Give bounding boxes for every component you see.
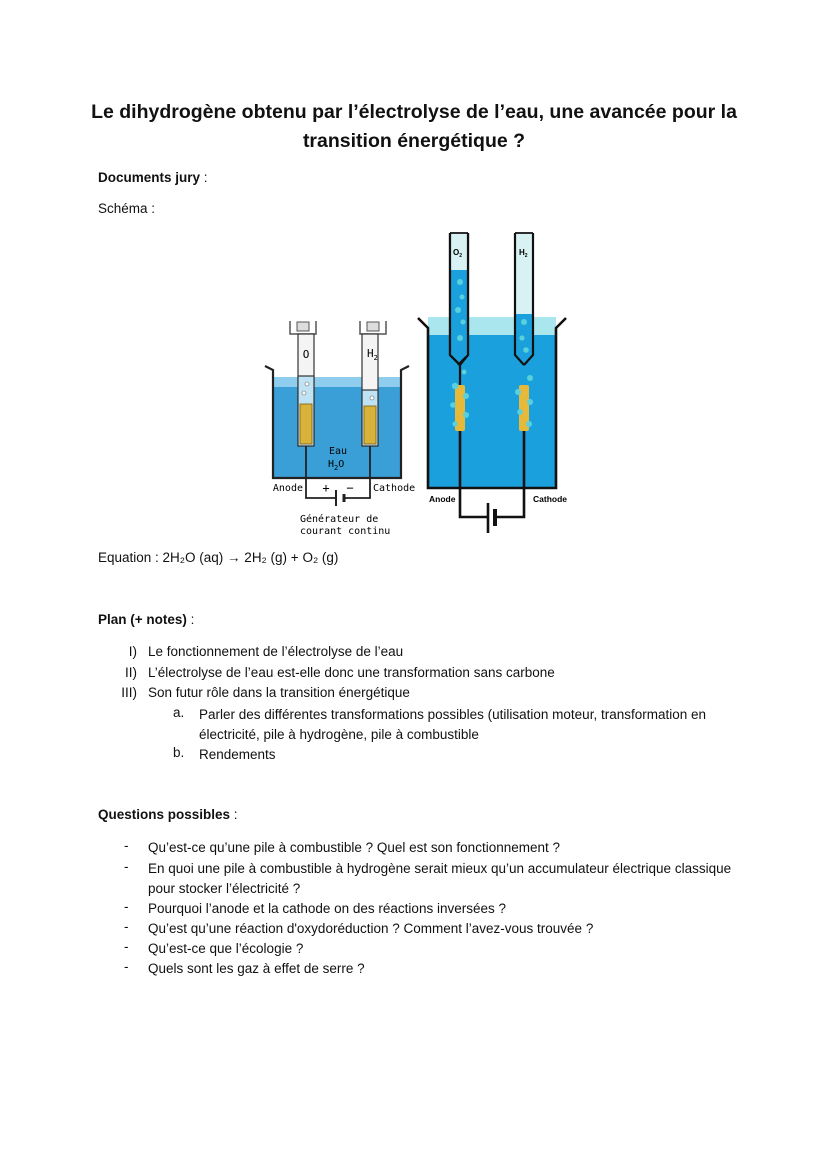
page-title: Le dihydrogène obtenu par l’électrolyse de l’eau, une avancée pour la transition énergétique ?: [91, 101, 737, 152]
right-water-surface: [428, 317, 556, 335]
plan-item-text: Le fonctionnement de l’électrolyse de l’eau: [148, 644, 404, 659]
left-tube-h-label: $H_2$: [367, 347, 378, 362]
plan-heading: [98, 612, 194, 627]
question-bullet: -: [124, 899, 129, 914]
questions-heading: [98, 807, 238, 822]
plan-item-number: I): [128, 644, 137, 659]
plan-item-text: Son futur rôle dans la transition énergétique: [148, 685, 410, 700]
question-text: Qu’est-ce que l’écologie ?: [148, 941, 304, 956]
documents-jury-suffix: :: [200, 170, 208, 185]
plan-item-text: L’électrolyse de l’eau est-elle donc une transformation sans carbone: [148, 665, 555, 680]
right-anode-label: Anode: [429, 494, 456, 504]
right-cathode-label: Cathode: [533, 494, 567, 504]
plan-subitem-letter: a.: [173, 705, 185, 720]
question-text: Qu’est qu’une réaction d'oxydoréduction ? Comment l’avez-vous trouvée ?: [148, 921, 594, 936]
question-bullet: -: [124, 838, 129, 853]
right-electrolysis-setup: [418, 233, 567, 533]
question-text: Quels sont les gaz à effet de serre ?: [148, 961, 365, 976]
schema-label: Schéma :: [98, 201, 156, 216]
left-minus-sign: −: [346, 481, 354, 495]
left-electrolysis-setup: [265, 321, 415, 537]
plan-heading-suffix: :: [186, 612, 195, 627]
equation: Equation : 2H₂O (aq) → 2H₂ (g) + O₂ (g): [98, 550, 339, 565]
question-text: En quoi une pile à combustible à hydrogène serait mieux qu’un accumulateur électrique classique pour stocker l’électricité ?: [148, 861, 732, 896]
plan-subitem-letter: b.: [173, 745, 185, 760]
generator-label-line2: courant continu: [300, 526, 391, 537]
right-tube-h2-label: $H_2$: [519, 248, 528, 259]
plan-subitem-text: Parler des différentes transformations possibles (utilisation moteur, transformation en électricité, pile à hydrogène, pile à combustible: [199, 707, 706, 742]
plan-heading-text: Plan (+ notes): [98, 612, 187, 627]
documents-jury-text: Documents jury: [98, 170, 201, 185]
left-anode-label: Anode: [272, 483, 303, 494]
left-water: [273, 377, 401, 478]
left-water-surface: [273, 377, 401, 387]
question-text: Qu’est-ce qu’une pile à combustible ? Quel est son fonctionnement ?: [148, 840, 560, 855]
question-bullet: -: [124, 859, 129, 874]
plan-item-number: III): [121, 685, 137, 700]
questions-heading-text: Questions possibles: [98, 807, 231, 822]
right-tube-o2-label: $O_2$: [453, 248, 463, 259]
left-water-label: Eau: [328, 446, 348, 457]
question-bullet: -: [124, 939, 129, 954]
question-bullet: -: [124, 919, 129, 934]
plan-subitem-text: Rendements: [199, 747, 276, 762]
questions-heading-suffix: :: [230, 807, 238, 822]
left-tube-o-label: O: [302, 348, 310, 361]
question-text: Pourquoi l’anode et la cathode on des réactions inversées ?: [148, 901, 506, 916]
left-plus-sign: +: [322, 481, 330, 495]
generator-label-line1: Générateur de: [300, 514, 379, 525]
right-water: [428, 317, 556, 488]
left-cathode-label: Cathode: [373, 483, 416, 494]
question-bullet: -: [124, 959, 129, 974]
left-water-formula: $H_2O$: [328, 459, 345, 472]
plan-item-number: II): [125, 665, 137, 680]
